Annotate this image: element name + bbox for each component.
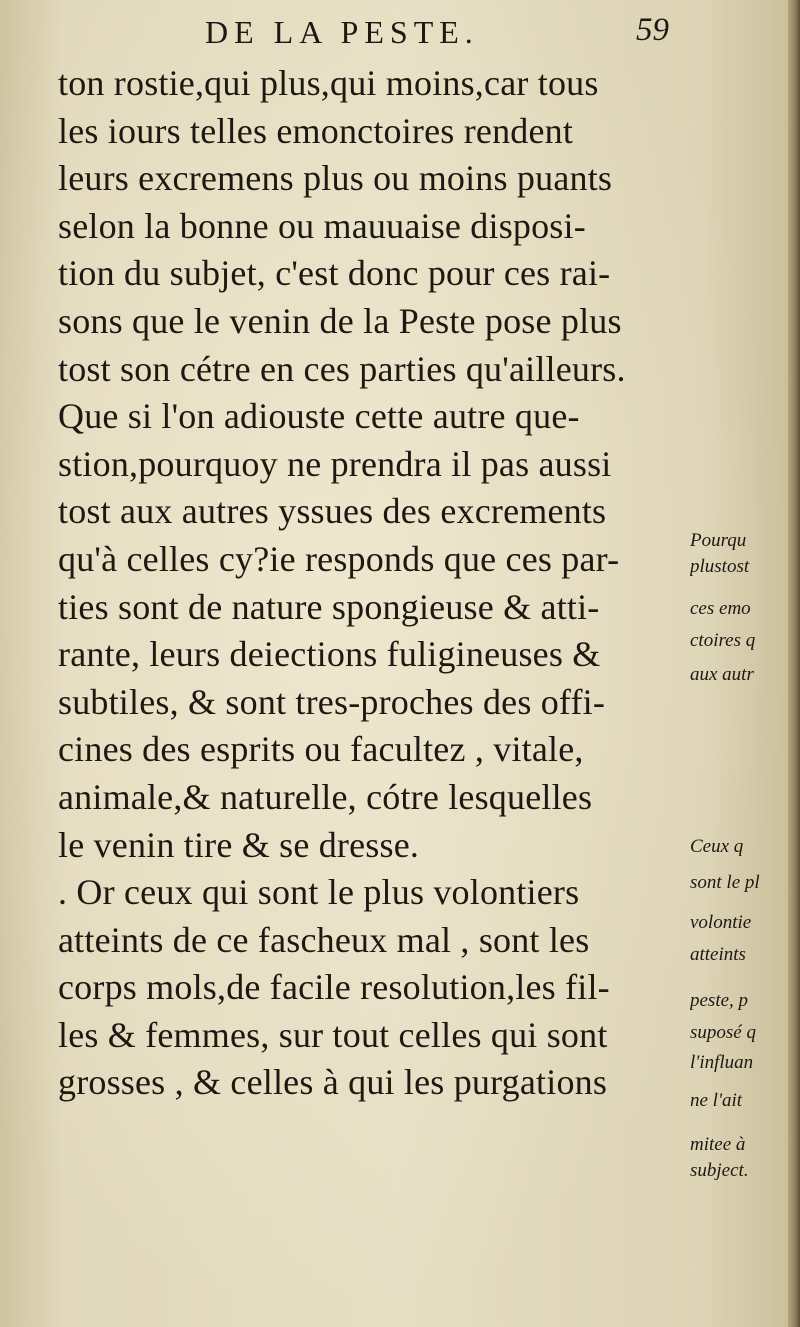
text-line: leurs excremens plus ou moins puants — [58, 158, 613, 199]
margin-notes — [690, 0, 788, 1327]
text-line: corps mols,de facile resolution,les fil- — [58, 967, 610, 1008]
main-text-block — [58, 60, 688, 1107]
page-number: 59 — [636, 12, 669, 48]
margin-note-line: ne l'ait — [690, 1090, 743, 1111]
text-line: ton rostie,qui plus,qui moins,car tous — [58, 63, 599, 103]
margin-note-line: aux autr — [690, 664, 754, 685]
text-line: atteints de ce fascheux mal , sont les — [58, 919, 590, 960]
text-line: tost son cétre en ces parties qu'ailleurs. — [58, 348, 626, 389]
page-edge-shadow — [788, 0, 800, 1327]
text-line: ties sont de nature spongieuse & atti- — [58, 586, 600, 627]
text-line: grosses , & celles à qui les purgations — [58, 1062, 608, 1103]
text-line: animale,& naturelle, cótre lesquelles — [58, 776, 593, 817]
text-line: les iours telles emonctoires rendent — [58, 110, 574, 151]
margin-note-line: Pourqu — [690, 530, 747, 551]
text-line: les & femmes, sur tout celles qui sont — [58, 1014, 608, 1055]
margin-note-line: plustost — [690, 556, 750, 577]
margin-note-line: mitee à — [690, 1134, 746, 1155]
text-line: tion du subjet, c'est donc pour ces rai- — [58, 253, 611, 294]
text-line: qu'à celles cy?ie responds que ces par- — [58, 538, 620, 579]
running-head: DE LA PESTE. — [205, 14, 479, 50]
text-line: le venin tire & se dresse. — [58, 824, 420, 865]
margin-note-line: sont le pl — [690, 872, 760, 893]
text-line: subtiles, & sont tres-proches des offi- — [58, 681, 606, 722]
margin-note-line: l'influan — [690, 1052, 754, 1073]
text-line: cines des esprits ou facultez , vitale, — [58, 729, 584, 770]
text-line: stion,pourquoy ne prendra il pas aussi — [58, 443, 612, 484]
margin-note-line: suposé q — [690, 1022, 756, 1043]
text-line: sons que le venin de la Peste pose plus — [58, 300, 622, 341]
margin-note-line: Ceux q — [690, 836, 744, 857]
text-line: tost aux autres yssues des excrements — [58, 491, 607, 532]
text-line: selon la bonne ou mauuaise disposi- — [58, 205, 586, 246]
page-header — [0, 14, 800, 54]
margin-note-line: ces emo — [690, 598, 751, 619]
margin-note-line: volontie — [690, 912, 752, 933]
margin-note-line: ctoires q — [690, 630, 756, 651]
text-line: rante, leurs deiections fuligineuses & — [58, 634, 601, 675]
margin-note-line: subject. — [690, 1160, 749, 1181]
margin-note-line: peste, p — [690, 990, 749, 1011]
margin-note-line: atteints — [690, 944, 746, 965]
text-line: Que si l'on adiouste cette autre que- — [58, 396, 580, 437]
text-line: . Or ceux qui sont le plus volontiers — [58, 872, 580, 913]
